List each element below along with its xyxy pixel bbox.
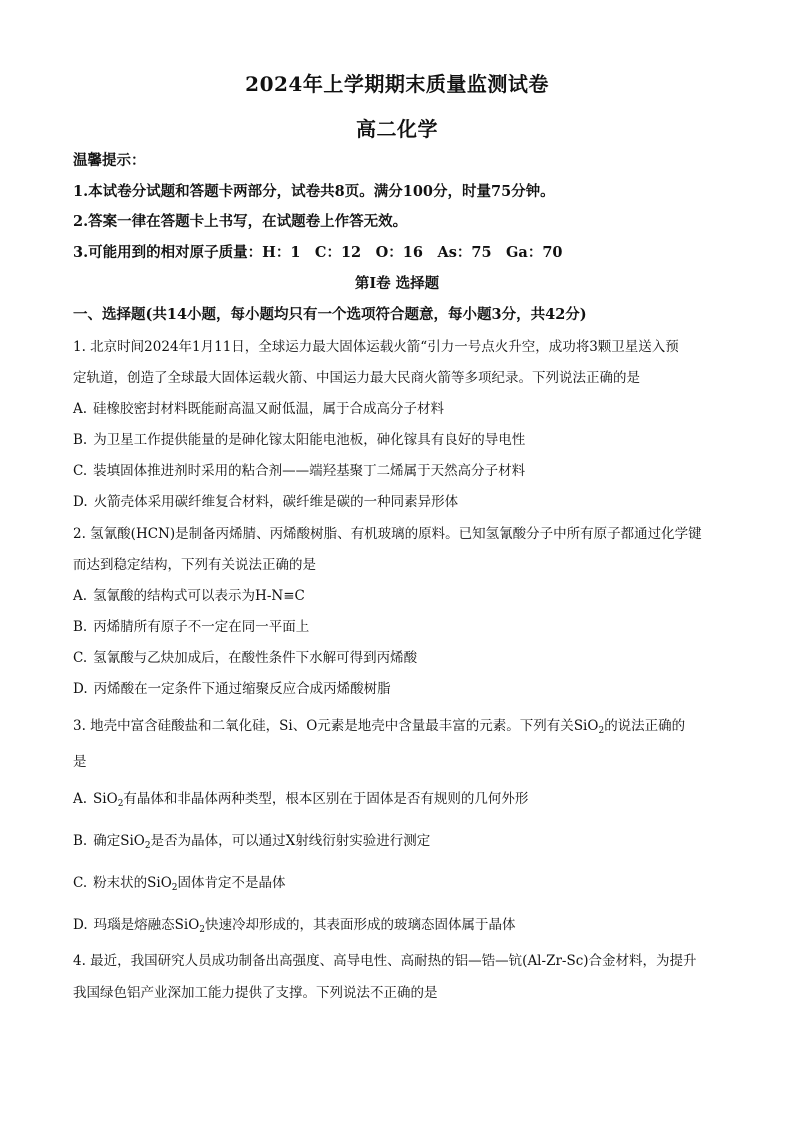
question-4-stem-line: 4. 最近，我国研究人员成功制备出高强度、高导电性、高耐热的铝—锆—钪(Al-Zr-Sc)合金材料，为提升 bbox=[73, 953, 697, 969]
option-letter: B. bbox=[73, 432, 88, 448]
option-text: 氢氰酸的结构式可以表示为H-N≡C bbox=[93, 588, 305, 604]
question-2-option-c bbox=[73, 648, 733, 668]
question-1-option-b bbox=[73, 430, 733, 450]
section-label: 第Ⅰ卷 选择题 bbox=[354, 275, 440, 292]
question-2-stem-line: 2. 氢氰酸(HCN)是制备丙烯腈、丙烯酸树脂、有机玻璃的原料。已知氢氰酸分子中所有原子都通过化学键 bbox=[73, 526, 702, 542]
question-2-option-b bbox=[73, 617, 733, 637]
stem-text: 3. 地壳中富含硅酸盐和二氧化硅，Si、O元素是地壳中含量最丰富的元素。下列有关 bbox=[73, 718, 574, 734]
option-letter: A. bbox=[73, 401, 88, 417]
option-letter: C. bbox=[73, 463, 88, 479]
formula-sio2: SiO$_2$ bbox=[93, 791, 124, 809]
question-4-stem-line: 我国绿色铝产业深加工能力提供了支撑。下列说法不正确的是 bbox=[73, 985, 438, 1001]
question-1-option-d bbox=[73, 492, 733, 512]
option-letter: C. bbox=[73, 650, 88, 666]
section-heading: 一、选择题(共14小题，每小题均只有一个选项符合题意，每小题3分，共42分) bbox=[73, 306, 587, 323]
option-letter: D. bbox=[73, 917, 88, 933]
question-3-option-c: C. 粉末状的SiO$_2$固体肯定不是晶体 bbox=[73, 875, 286, 893]
note-item: 1.本试卷分试题和答题卡两部分，试卷共8页。满分100分，时量75分钟。 bbox=[73, 183, 555, 200]
option-letter: C. bbox=[73, 875, 88, 891]
note-item: 2.答案一律在答题卡上书写，在试题卷上作答无效。 bbox=[73, 213, 408, 230]
formula-sio2: SiO$_2$ bbox=[120, 833, 151, 851]
option-letter: B. bbox=[73, 619, 88, 635]
question-3-option-a: A. SiO$_2$有晶体和非晶体两种类型，根本区别在于固体是否有规则的几何外形 bbox=[73, 791, 529, 809]
notes-heading: 温馨提示： bbox=[73, 152, 146, 169]
stem-text: 的说法正确的 bbox=[604, 718, 686, 734]
option-text: 为卫星工作提供能量的是砷化镓太阳能电池板，砷化镓具有良好的导电性 bbox=[93, 432, 526, 448]
formula-sio2: SiO$_2$ bbox=[573, 718, 605, 736]
option-letter: D. bbox=[73, 681, 88, 697]
exam-title: 2024年上学期期末质量监测试卷 bbox=[245, 72, 549, 96]
option-letter: D. bbox=[73, 494, 88, 510]
note-item: 3.可能用到的相对原子质量：H：1 C：12 O：16 As：75 Ga：70 bbox=[73, 244, 563, 261]
option-letter: A. bbox=[73, 588, 88, 604]
option-text: 火箭壳体采用碳纤维复合材料，碳纤维是碳的一种同素异形体 bbox=[93, 494, 459, 510]
question-3-stem-line bbox=[73, 716, 733, 736]
option-letter: A. bbox=[73, 791, 88, 807]
option-text: 装填固体推进剂时采用的粘合剂——端羟基聚丁二烯属于天然高分子材料 bbox=[93, 463, 526, 479]
question-3-option-d: D. 玛瑙是熔融态SiO$_2$快速冷却形成的，其表面形成的玻璃态固体属于晶体 bbox=[73, 917, 516, 935]
question-2-option-a bbox=[73, 586, 733, 606]
question-1-stem-line: 定轨道，创造了全球最大固体运载火箭、中国运力最大民商火箭等多项纪录。下列说法正确的是 bbox=[73, 370, 640, 386]
formula-sio2: SiO$_2$ bbox=[174, 917, 206, 935]
option-text: 硅橡胶密封材料既能耐高温又耐低温，属于合成高分子材料 bbox=[93, 401, 445, 417]
question-1-option-c bbox=[73, 461, 733, 481]
question-2-option-d bbox=[73, 679, 733, 699]
question-3-stem-line: 是 bbox=[73, 754, 87, 770]
question-1-option-a bbox=[73, 399, 733, 419]
question-2-stem-line: 而达到稳定结构，下列有关说法正确的是 bbox=[73, 557, 316, 573]
question-1-stem-line: 1. 北京时间2024年1月11日，全球运力最大固体运载火箭“引力一号点火升空，成功将3颗卫星送入预 bbox=[73, 339, 679, 355]
question-3-option-b: B. 确定SiO$_2$是否为晶体，可以通过X射线衍射实验进行测定 bbox=[73, 833, 431, 851]
option-text: 氢氰酸与乙炔加成后，在酸性条件下水解可得到丙烯酸 bbox=[93, 650, 418, 666]
option-letter: B. bbox=[73, 833, 88, 849]
option-text: 丙烯腈所有原子不一定在同一平面上 bbox=[93, 619, 310, 635]
subject-title: 高二化学 bbox=[356, 117, 438, 141]
formula-sio2: SiO$_2$ bbox=[147, 875, 178, 893]
option-text: 丙烯酸在一定条件下通过缩聚反应合成丙烯酸树脂 bbox=[93, 681, 391, 697]
